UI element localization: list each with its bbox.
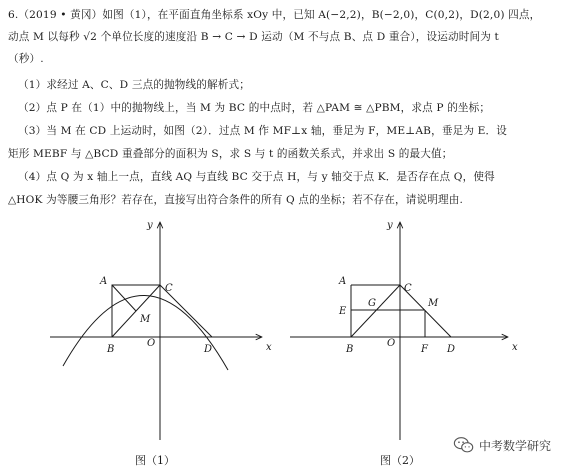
problem-line: （2）点 P 在（1）中的抛物线上，当 M 为 BC 的中点时，若 △PAM ≅ △PBM，求点 P 的坐标； [18,102,491,114]
fig1-segment-am [112,285,136,311]
fig2-label-e: E [339,306,347,317]
fig1-label-m: M [140,314,151,325]
problem-line: 矩形 MEBF 与 △BCD 重叠部分的面积为 S，求 S 与 t 的函数关系式，并求出 S 的最大值； [8,148,453,160]
fig2-label-o: O [387,338,396,349]
problem-line: △HOK 为等腰三角形？若存在，直接写出符合条件的所有 Q 点的坐标；若不存在，请说明理由. [8,194,464,206]
figure-1 [50,222,262,440]
fig2-label-b: B [346,344,354,355]
fig2-label-y: y [387,220,393,231]
fig2-label-x: x [512,342,518,353]
fig2-label-m: M [428,298,439,309]
problem-line: 动点 M 以每秒 √2 个单位长度的速度沿 B → C → D 运动（M 不与点 B、点 D 重合），设运动时间为 t [8,31,499,43]
figure-1-caption: 图（1） [135,454,175,467]
wechat-icon [453,434,475,456]
problem-line: 6.（2019 • 黄冈）如图（1），在平面直角坐标系 xOy 中，已知 A(−2,2)，B(−2,0)，C(0,2)，D(2,0) 四点， [8,9,541,21]
fig2-label-a: A [339,276,347,287]
watermark-text: 中考数学研究 [478,438,551,453]
figure-2 [290,222,508,440]
fig1-label-b: B [107,344,115,355]
fig1-label-x: x [266,342,272,353]
fig2-segment-bc [351,285,400,337]
fig1-parabola [63,295,228,370]
fig1-label-y: y [147,220,153,231]
watermark [453,434,551,456]
fig1-label-c: C [165,283,173,294]
fig2-label-f: F [421,344,428,355]
fig2-label-d: D [447,344,456,355]
fig1-label-d: D [204,344,213,355]
fig1-label-o: O [147,338,156,349]
figure-2-caption: 图（2） [380,454,420,467]
fig1-label-a: A [100,276,108,287]
fig2-label-g: G [368,298,376,309]
problem-line: （4）点 Q 为 x 轴上一点，直线 AQ 与直线 BC 交于点 H，与 y 轴交于点 K．是否存在点 Q，使得 [18,171,495,183]
fig2-label-c: C [404,283,412,294]
problem-line: （秒）. [8,53,44,65]
problem-line: （1）求经过 A、C、D 三点的抛物线的解析式； [18,79,251,91]
fig2-labels [338,220,518,355]
fig1-labels [99,220,272,355]
problem-line: （3）当 M 在 CD 上运动时，如图（2）．过点 M 作 MF⊥x 轴，垂足为 F，ME⊥AB，垂足为 E．设 [18,125,507,137]
